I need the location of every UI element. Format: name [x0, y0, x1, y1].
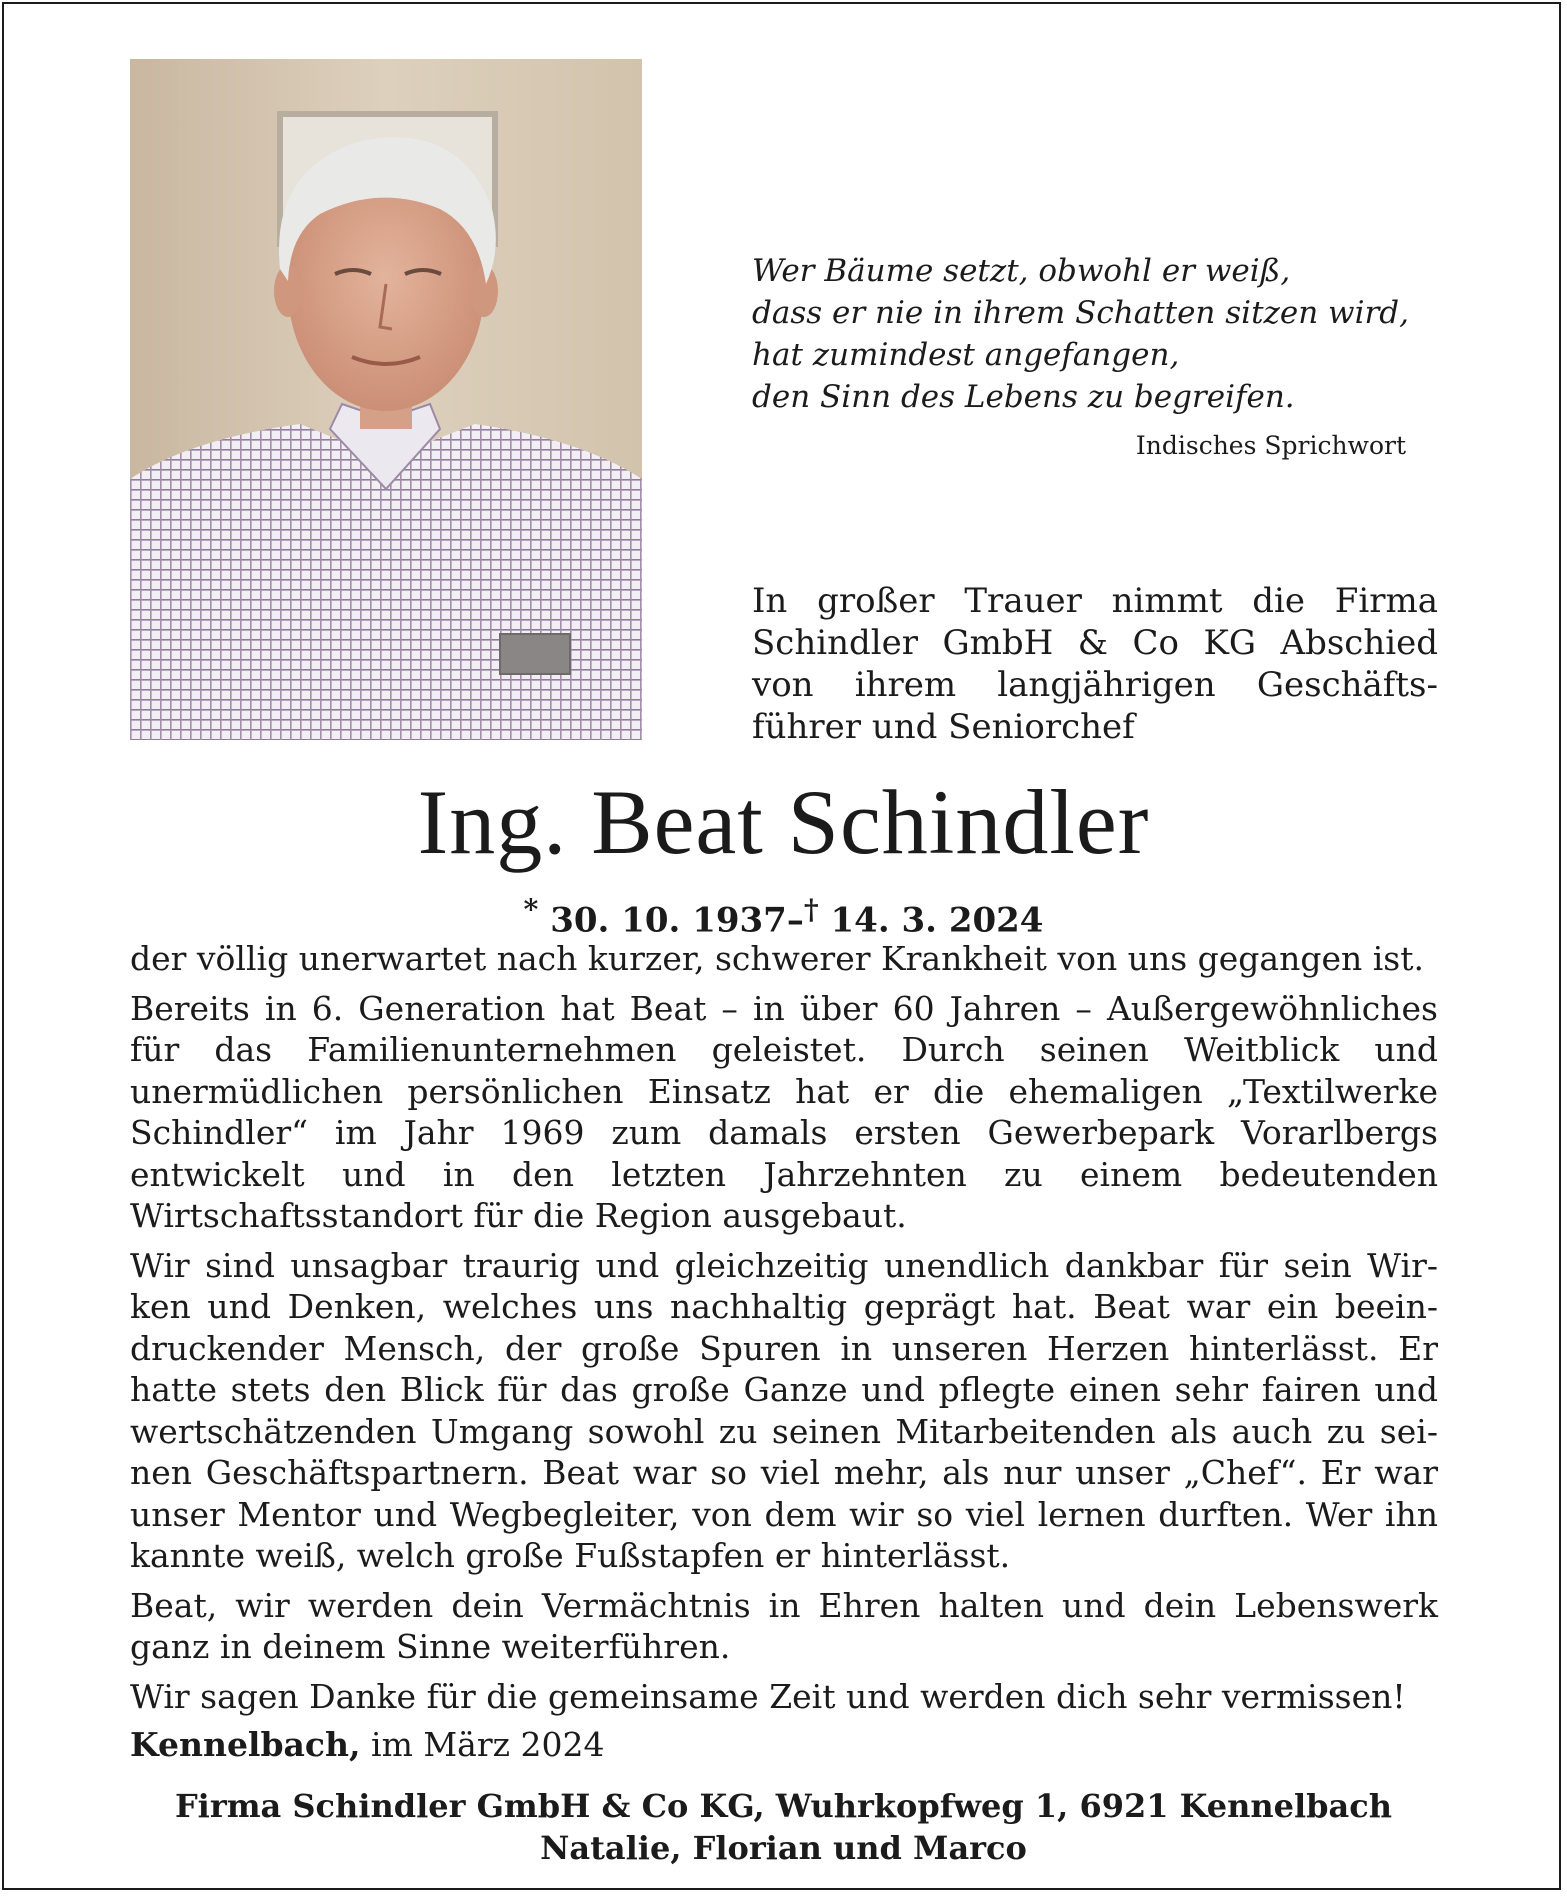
paragraph: Wir sagen Danke für die gemeinsame Zeit und werden dich sehr vermissen!: [130, 1676, 1406, 1716]
portrait-photo: [130, 59, 642, 740]
quote-line: hat zumindest angefangen,: [752, 337, 1180, 373]
place-date-line: [130, 1724, 604, 1766]
birth-symbol: *: [523, 892, 539, 926]
death-symbol: †: [803, 892, 819, 926]
death-date: 14. 3. 2024: [830, 900, 1044, 941]
paragraph: Beat, wir werden dein Vermächtnis in Ehren halten und dein Lebenswerk ganz in deinem Sinne weiterführen.: [130, 1585, 1438, 1666]
intro-text: In großer Trauer nimmt die Firma Schindler GmbH & Co KG Abschied von ihrem langjährigen Geschäftsführer und Seniorchef: [752, 581, 1438, 747]
quote-source: Indisches Sprichwort: [1135, 431, 1406, 460]
paragraph: der völlig unerwartet nach kurzer, schwerer Krankheit von uns gegangen ist.: [130, 939, 1424, 978]
notice-body: [130, 938, 1438, 1725]
place-date: im März 2024: [371, 1725, 605, 1764]
deceased-name: Ing. Beat Schindler: [417, 771, 1150, 873]
birth-date: 30. 10. 1937: [550, 900, 787, 941]
date-separator: –: [786, 900, 804, 941]
quote: [752, 250, 1422, 418]
paragraph: Wir sind unsagbar traurig und gleichzeitig unendlich dankbar für sein Wirken und Denken, welches uns nachhaltig geprägt hat. Beat war ein beeindruckender Mensch, der große Spuren in unseren Herzen hinterlässt. Er hatte stets den Blick für das große Ganze und pflegte einen sehr fairen und wertschätzenden Umgang sowohl zu seinen Mitarbeitenden als auch zu seinen Geschäftspartnern. Beat war so viel mehr, als nur unser „Chef“. Er war unser Mentor und Wegbegleiter, von dem wir so viel lernen durften. Wer ihn kannte weiß, welch große Fußstapfen er hinterlässt.: [130, 1245, 1438, 1575]
quote-line: Wer Bäume setzt, obwohl er weiß,: [752, 253, 1291, 289]
quote-line: den Sinn des Lebens zu begreifen.: [752, 379, 1295, 415]
life-dates: [0, 888, 1567, 941]
paragraph: Bereits in 6. Generation hat Beat – in über 60 Jahren – Außergewöhnliches für das Familienunternehmen geleistet. Durch seinen Weitblick und unermüdlichen persönlichen Einsatz hat er die ehemaligen „Textilwerke Schindler“ im Jahr 1969 zum damals ersten Gewerbepark Vorarlbergs entwickelt und in den letzten Jahrzehnten zu einem bedeutenden Wirtschaftsstandort für die Region ausgebaut.: [130, 988, 1438, 1235]
quote-line: dass er nie in ihrem Schatten sitzen wird,: [752, 295, 1409, 331]
mourners-names: Natalie, Florian und Marco: [540, 1829, 1027, 1867]
place-town: Kennelbach,: [130, 1725, 361, 1764]
signature-footer: [0, 1785, 1567, 1869]
company-address: Firma Schindler GmbH & Co KG, Wuhrkopfweg 1, 6921 Kennelbach: [174, 1787, 1393, 1825]
